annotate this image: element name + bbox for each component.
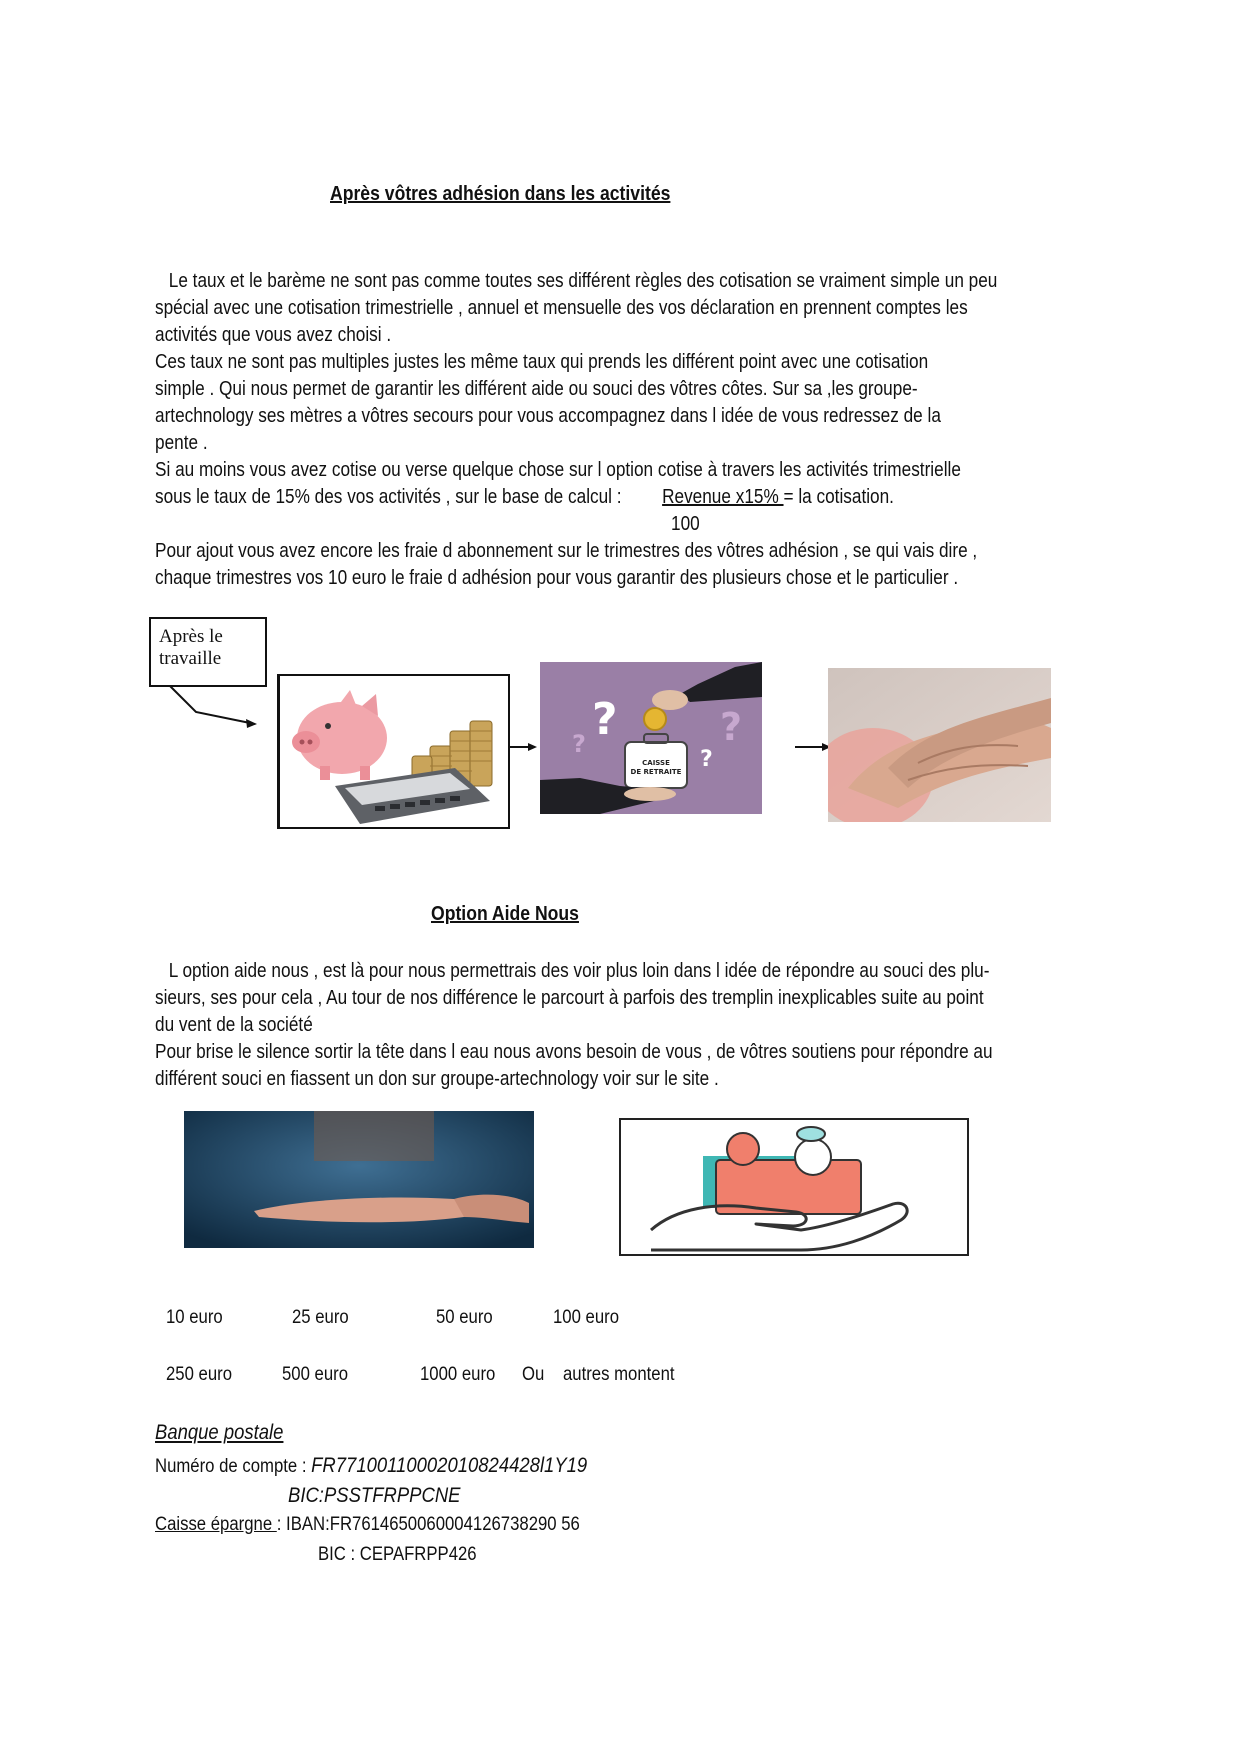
open-hand-image <box>184 1111 534 1248</box>
donation-hand-image <box>619 1118 969 1256</box>
piggy-bank-image <box>277 674 510 829</box>
account-label: Numéro de compte : <box>155 1456 312 1477</box>
p2-line-3: artechnology ses mètres a vôtres secours pour vous accompagnez dans l idée de vous redressez de la <box>155 405 941 427</box>
donation-250: 250 euro <box>166 1364 233 1385</box>
donation-25: 25 euro <box>292 1307 349 1328</box>
donation-50: 50 euro <box>436 1307 493 1328</box>
donation-or: Ou <box>522 1364 545 1385</box>
s2-p1-line-2: sieurs, ses pour cela , Au tour de nos différence le parcourt à parfois des tremplin inexplicables suite au point <box>155 987 984 1009</box>
donation-other: autres montent <box>563 1364 675 1385</box>
p4-line-1: Pour ajout vous avez encore les fraie d abonnement sur le trimestres des vôtres adhésion , se qui vais dire , <box>155 540 978 562</box>
donation-500: 500 euro <box>282 1364 349 1385</box>
donation-100: 100 euro <box>553 1307 620 1328</box>
caisse-retraite-image <box>540 662 762 814</box>
p1-line-3: activités que vous avez choisi . <box>155 324 392 346</box>
section-2-body <box>155 958 1092 1093</box>
p2-line-2: simple . Qui nous permet de garantir les différent aide ou souci des vôtres côtes. Sur sa ,les groupe- <box>155 378 918 400</box>
svg-text:?: ? <box>572 730 586 758</box>
account-row <box>155 1454 587 1478</box>
callout-box: Après le travaille <box>149 617 267 687</box>
open-hand-illustration <box>184 1111 534 1248</box>
caisse-bic: BIC : CEPAFRPP426 <box>318 1544 477 1565</box>
caisse-retraite-illustration <box>540 662 762 814</box>
banque-postale-label: Banque postale <box>155 1421 284 1444</box>
svg-text:?: ? <box>720 705 743 749</box>
p4-line-2: chaque trimestres vos 10 euro le fraie d adhésion pour vous garantir des plusieurs chose et le particulier . <box>155 567 959 589</box>
holding-hands-illustration <box>828 668 1051 822</box>
section-2-title: Option Aide Nous <box>431 903 579 925</box>
formula-suffix: = la cotisation. <box>783 486 894 508</box>
caisse-iban: : IBAN:FR7614650060004126738290 56 <box>276 1514 580 1535</box>
caisse-label-1: CAISSE <box>642 759 670 767</box>
svg-text:?: ? <box>700 747 713 772</box>
s2-p1-line-3: du vent de la société <box>155 1014 313 1036</box>
caisse-row <box>155 1514 580 1536</box>
caisse-epargne-label: Caisse épargne <box>155 1514 277 1535</box>
account-number: FR77100110002010824428l1Y19 <box>311 1454 588 1477</box>
svg-text:?: ? <box>592 694 618 745</box>
donation-10: 10 euro <box>166 1307 223 1328</box>
p1-line-1: Le taux et le barème ne sont pas comme toutes ses différent règles des cotisation se vraiment simple un peu <box>168 270 998 292</box>
donation-hand-icon <box>621 1120 967 1254</box>
s2-p1-line-1: L option aide nous , est là pour nous permettrais des voir plus loin dans l idée de répondre au souci des plu- <box>168 960 990 982</box>
holding-hands-image <box>828 668 1051 822</box>
section-1-title: Après vôtres adhésion dans les activités <box>330 183 671 205</box>
s2-p2-line-1: Pour brise le silence sortir la tête dans l eau nous avons besoin de vous , de vôtres soutiens pour répondre au <box>155 1041 993 1063</box>
donation-1000: 1000 euro <box>420 1364 496 1385</box>
formula-numerator: Revenue x15% <box>662 486 784 508</box>
s2-p2-line-2: différent souci en fiassent un don sur groupe-artechnology voir sur le site . <box>155 1068 719 1090</box>
piggy-bank-illustration <box>280 676 508 827</box>
p2-line-1: Ces taux ne sont pas multiples justes les même taux qui prends les différent point avec une cotisation <box>155 351 929 373</box>
p3-line-1: Si au moins vous avez cotise ou verse quelque chose sur l option cotise à travers les activités trimestrielle <box>155 459 961 481</box>
caisse-label-2: DE RETRAITE <box>630 768 682 776</box>
p1-line-2: spécial avec une cotisation trimestrielle , annuel et mensuelle des vos déclaration en prennent comptes les <box>155 297 968 319</box>
formula-denominator: 100 <box>671 513 700 535</box>
p3-prefix: sous le taux de 15% des vos activités , sur le base de calcul : <box>155 486 622 508</box>
s2-paragraph-1 <box>155 958 1092 1039</box>
bic-postale: BIC:PSSTFRPPCNE <box>288 1484 461 1507</box>
s2-paragraph-2 <box>155 1039 1092 1093</box>
p2-line-4: pente . <box>155 432 208 454</box>
